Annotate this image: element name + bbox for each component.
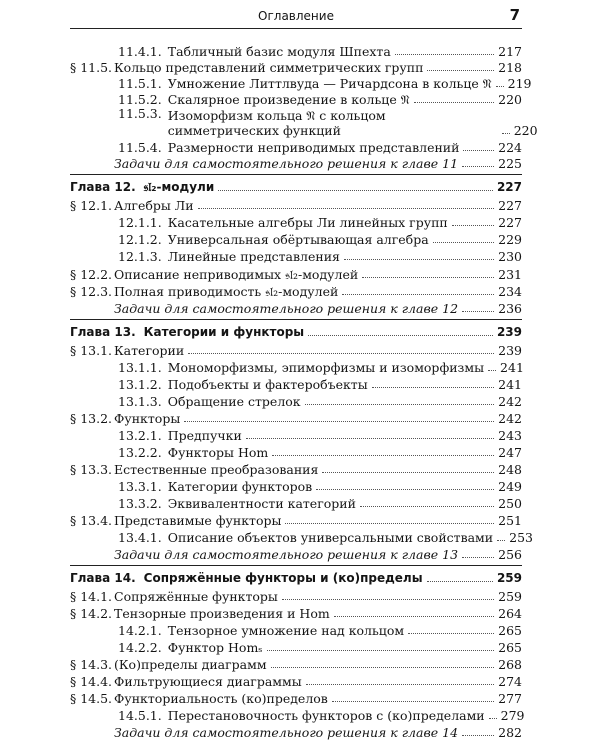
- toc-chapter[interactable]: Глава 13. Категории и функторы 239: [70, 325, 522, 339]
- toc-exercises[interactable]: Задачи для самостоятельного решения к главе 14 282: [114, 725, 522, 740]
- toc-section[interactable]: § 13.3. Естественные преобразования 248: [70, 462, 522, 477]
- toc-section[interactable]: § 13.4. Представимые функторы 251: [70, 513, 522, 528]
- dot-leader: [271, 667, 495, 668]
- dot-leader: [362, 277, 494, 278]
- toc-section[interactable]: § 14.3. (Ко)пределы диаграмм 268: [70, 657, 522, 672]
- toc-section[interactable]: § 12.1. Алгебры Ли 227: [70, 198, 522, 213]
- dot-leader: [414, 102, 495, 103]
- toc-section[interactable]: § 13.2. Функторы 242: [70, 411, 522, 426]
- dot-leader: [489, 718, 497, 719]
- toc-subsection[interactable]: 14.5.1. Перестановочность функторов с (ко)пределами 279: [118, 708, 525, 723]
- toc-subsection[interactable]: 12.1.3. Линейные представления 230: [118, 249, 522, 264]
- dot-leader: [372, 387, 494, 388]
- toc-subsection[interactable]: 11.5.2. Скалярное произведение в кольце 𝔑 220: [118, 92, 522, 107]
- toc-exercises[interactable]: Задачи для самостоятельного решения к главе 13 256: [114, 547, 522, 562]
- dot-leader: [462, 557, 494, 558]
- dot-leader: [452, 225, 494, 226]
- toc-subsection[interactable]: 13.1.2. Подобъекты и фактеробъекты 241: [118, 377, 522, 392]
- toc-chapter[interactable]: Глава 12. 𝔰𝔩₂-модули 227: [70, 180, 522, 194]
- dot-leader: [462, 311, 494, 312]
- toc-subsection[interactable]: 14.2.2. Функтор Homₛ 265: [118, 640, 522, 655]
- dot-leader: [427, 581, 493, 582]
- chapter-divider: [70, 174, 522, 175]
- dot-leader: [462, 166, 494, 167]
- dot-leader: [462, 735, 494, 736]
- dot-leader: [267, 650, 495, 651]
- toc-subsection[interactable]: 13.3.2. Эквивалентности категорий 250: [118, 496, 522, 511]
- dot-leader: [308, 335, 493, 336]
- dot-leader: [395, 54, 494, 55]
- toc-chapter[interactable]: Глава 14. Сопряжённые функторы и (ко)пределы 259: [70, 571, 522, 585]
- dot-leader: [218, 190, 493, 191]
- dot-leader: [198, 208, 495, 209]
- toc-section[interactable]: § 14.1. Сопряжённые функторы 259: [70, 589, 522, 604]
- toc-subsection[interactable]: 12.1.1. Касательные алгебры Ли линейных групп 227: [118, 215, 522, 230]
- toc-subsection[interactable]: 11.5.4. Размерности неприводимых представлений 224: [118, 140, 522, 155]
- toc-subsection[interactable]: 13.1.3. Обращение стрелок 242: [118, 394, 522, 409]
- toc-section[interactable]: § 14.5. Функториальность (ко)пределов 277: [70, 691, 522, 706]
- dot-leader: [282, 599, 494, 600]
- dot-leader: [322, 472, 494, 473]
- toc-subsection[interactable]: 14.2.1. Тензорное умножение над кольцом 265: [118, 623, 522, 638]
- toc-section[interactable]: § 13.1. Категории 239: [70, 343, 522, 358]
- header-page-number: 7: [509, 6, 520, 24]
- toc-subsection[interactable]: 11.4.1. Табличный базис модуля Шпехта 217: [118, 44, 522, 59]
- toc-subsection[interactable]: 12.1.2. Универсальная обёртывающая алгебра 229: [118, 232, 522, 247]
- chapter-divider: [70, 565, 522, 566]
- toc-subsection[interactable]: 13.4.1. Описание объектов универсальными свойствами 253: [118, 530, 533, 545]
- dot-leader: [502, 133, 510, 134]
- toc-section[interactable]: § 14.2. Тензорные произведения и Hom 264: [70, 606, 522, 621]
- dot-leader: [285, 523, 494, 524]
- toc-subsection[interactable]: 13.3.1. Категории функторов 249: [118, 479, 522, 494]
- toc-subsection[interactable]: 11.5.3. Изоморфизм кольца 𝔑 с кольцом симметрических функций 220: [118, 106, 538, 138]
- toc-subsection[interactable]: 13.2.2. Функторы Hom 247: [118, 445, 522, 460]
- dot-leader: [496, 86, 504, 87]
- dot-leader: [427, 70, 494, 71]
- toc-section[interactable]: § 11.5. Кольцо представлений симметрических групп 218: [70, 60, 522, 75]
- dot-leader: [344, 259, 494, 260]
- dot-leader: [272, 455, 494, 456]
- dot-leader: [332, 701, 494, 702]
- dot-leader: [184, 421, 494, 422]
- dot-leader: [488, 370, 496, 371]
- toc-subsection[interactable]: 11.5.1. Умножение Литтлвуда — Ричардсона в кольце 𝔑 219: [118, 76, 532, 91]
- dot-leader: [306, 684, 494, 685]
- dot-leader: [463, 150, 494, 151]
- dot-leader: [360, 506, 494, 507]
- toc-exercises[interactable]: Задачи для самостоятельного решения к главе 12 236: [114, 301, 522, 316]
- dot-leader: [246, 438, 494, 439]
- dot-leader: [334, 616, 494, 617]
- dot-leader: [433, 242, 494, 243]
- chapter-divider: [70, 319, 522, 320]
- toc-exercises[interactable]: Задачи для самостоятельного решения к главе 11 225: [114, 156, 522, 171]
- toc-subsection[interactable]: 13.2.1. Предпучки 243: [118, 428, 522, 443]
- dot-leader: [408, 633, 494, 634]
- header-title: Оглавление: [258, 9, 334, 23]
- dot-leader: [497, 540, 505, 541]
- dot-leader: [305, 404, 495, 405]
- dot-leader: [342, 294, 494, 295]
- toc-section[interactable]: § 12.3. Полная приводимость 𝔰𝔩₂-модулей 234: [70, 284, 522, 299]
- toc-section[interactable]: § 14.4. Фильтрующиеся диаграммы 274: [70, 674, 522, 689]
- dot-leader: [316, 489, 494, 490]
- toc-subsection[interactable]: 13.1.1. Мономорфизмы, эпиморфизмы и изоморфизмы 241: [118, 360, 524, 375]
- running-header: [70, 6, 522, 29]
- dot-leader: [188, 353, 494, 354]
- toc-section[interactable]: § 12.2. Описание неприводимых 𝔰𝔩₂-модулей 231: [70, 267, 522, 282]
